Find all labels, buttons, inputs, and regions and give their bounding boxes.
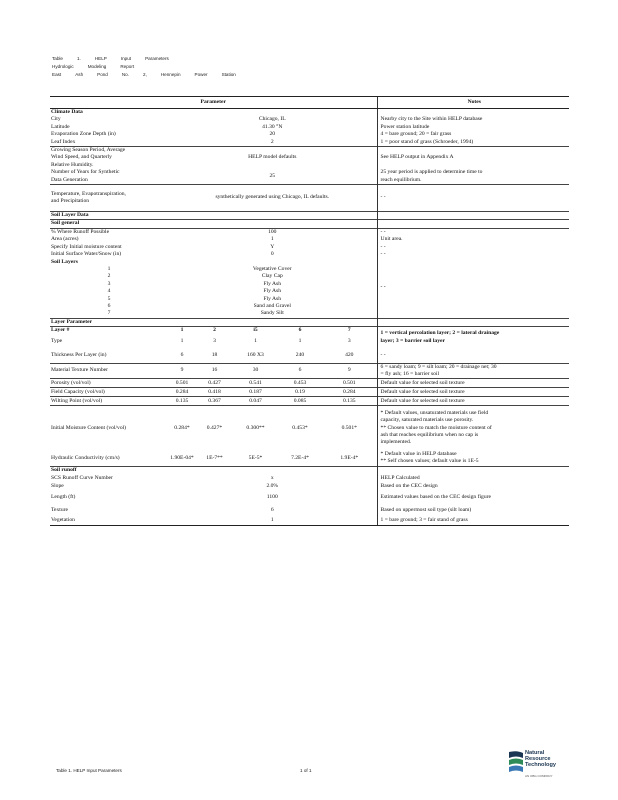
param-value: HELP model defaults (168, 147, 377, 170)
param-value: 20 (269, 131, 276, 138)
layer-value: 1.90E-04* (170, 454, 194, 461)
layer-name: Fly Ash (263, 288, 282, 295)
header-word: Hydrologic (52, 64, 74, 69)
parameter-column-header: Parameter (50, 97, 377, 109)
cell-line: = fly ash; 16 = barrier soil (380, 370, 440, 377)
param-note: Nearby city to the Site within HELP database (377, 116, 569, 123)
moisture-row (50, 406, 569, 451)
layer-col-header: i5 (233, 327, 278, 335)
layer-value: 0.047 (233, 397, 278, 406)
param-label: Leaf Index (51, 138, 76, 145)
param-value: 41.30 °N (262, 123, 283, 130)
param-label (50, 185, 168, 212)
param-note: - - (377, 251, 569, 258)
layer-value: 7.2E-4* (291, 454, 309, 461)
param-label: Initial Moisture Content (vol/vol) (50, 406, 168, 451)
layer-name: Fly Ash (263, 280, 282, 287)
header-line-1 (52, 56, 183, 61)
param-value: 1100 (266, 494, 278, 501)
nrt-logo (508, 750, 580, 778)
header-word: Ash (75, 72, 84, 77)
layer-value: 18 (211, 351, 218, 358)
layer-value: 6 (278, 363, 322, 379)
param-label: Slope (51, 483, 64, 490)
climate-row (50, 124, 569, 131)
param-note (377, 406, 569, 451)
header-line-2 (52, 64, 148, 69)
header-word: HELP (94, 56, 107, 61)
cell-line: Temperature, Evapotranspiration, (51, 190, 126, 197)
param-label: Specify Initial moisture content (51, 243, 122, 250)
layer-param-row (50, 397, 569, 406)
param-note (377, 169, 569, 184)
header-word: Pond (97, 72, 108, 77)
cell-line: 25 year period is applied to determine time to (380, 169, 483, 176)
section-soil-layers (50, 259, 569, 266)
header-word: Station (221, 72, 236, 77)
runoff-row (50, 491, 569, 505)
logo-text: Natural Resource Technology (525, 750, 556, 768)
param-value: 100 (168, 228, 377, 236)
cell-line: layer; 3 = barrier soil layer (380, 337, 445, 344)
header-word: Power (194, 72, 208, 77)
layer-value: 420 (345, 351, 354, 358)
param-note: 1 = bare ground; 3 = fair stand of grass (377, 517, 569, 526)
layer-value: 0.187 (233, 388, 278, 397)
param-value: 2.0% (266, 483, 279, 490)
layer-value: 0.284 (322, 388, 377, 397)
cell-line: * Default values, unsaturated materials use field (380, 409, 489, 416)
table-cell (377, 318, 569, 326)
param-label (50, 169, 168, 184)
section-title: Layer Parameter (50, 318, 377, 326)
cell-line: reach equilibrium. (380, 176, 422, 183)
param-label: Hydraulic Conductivity (cm/s) (51, 454, 120, 461)
layer-col-header: 6 (278, 327, 322, 335)
logo-subtitle: AN OBG COMPANY (525, 774, 553, 778)
layer-col-header: 1 (168, 327, 196, 335)
layer-param-row (50, 379, 569, 388)
layer-name: Sandy Silt (260, 310, 284, 317)
conductivity-row (50, 450, 569, 467)
param-value: 6 (270, 507, 274, 514)
param-note: Based on the CEC design (377, 483, 569, 491)
param-label: Layer # (50, 327, 168, 335)
header-word: 1. (76, 56, 81, 61)
layer-value: 0.427* (196, 406, 233, 451)
param-value: Chicago, IL (258, 116, 286, 123)
cell-line: capacity, saturated materials use porosity. (380, 417, 474, 424)
param-label: Initial Surface Water/Snow (in) (51, 251, 122, 258)
cell-line: implemented. (380, 439, 412, 446)
table-header-row (50, 97, 569, 109)
growing-row (50, 147, 569, 170)
layer-number-header-row (50, 327, 569, 335)
layer-value: 5E-5* (248, 454, 263, 461)
param-note (377, 379, 569, 388)
header-word: East (52, 72, 62, 77)
param-label: Type (51, 337, 63, 344)
layer-value: 240 (295, 351, 305, 358)
param-value: synthetically generated using Chicago, IL defaults. (168, 185, 377, 212)
climate-row (50, 116, 569, 123)
cell-line: ** Self chosen values; default value is 1E-5 (380, 458, 479, 465)
param-note: Based on uppermost soil type (silt loam) (377, 505, 569, 517)
param-value: Y (270, 243, 275, 250)
layer-value: 9 (322, 363, 377, 379)
layer-value: 0.501* (322, 406, 377, 451)
layer-number: 5 (107, 295, 111, 302)
layer-value: 0.501 (168, 379, 196, 388)
notes-column-header: Notes (377, 97, 569, 109)
layer-param-row (50, 349, 569, 364)
header-word: Modeling (87, 64, 107, 69)
layer-value: 16 (196, 363, 233, 379)
header-word: Input (120, 56, 132, 61)
table-cell (377, 220, 569, 228)
param-label: Field Capacity (vol/vol) (50, 388, 168, 397)
param-label: Wilting Point (vol/vol) (50, 397, 168, 406)
param-note (377, 349, 569, 364)
param-value: 1 (270, 236, 274, 243)
param-label: SCS Runoff Curve Number (51, 475, 113, 482)
param-note: - - (377, 259, 569, 319)
layer-value: 30 (233, 363, 278, 379)
param-label: Evaporation Zone Depth (in) (51, 131, 116, 138)
param-label: Latitude (51, 123, 70, 130)
param-note: - - (377, 244, 569, 251)
param-note: Unit area. (377, 236, 569, 243)
param-label: % Where Runoff Possible (50, 228, 168, 236)
layer-name: Fly Ash (263, 295, 282, 302)
layer-value: 0.453 (278, 379, 322, 388)
param-note (377, 450, 569, 467)
runoff-row (50, 505, 569, 517)
section-title: Climate Data (51, 109, 83, 115)
layer-param-row (50, 388, 569, 397)
runoff-row (50, 483, 569, 491)
section-layer-parameter (50, 318, 569, 326)
header-word: Table (52, 56, 63, 61)
footer-title: Table 1. HELP Input Parameters (56, 768, 122, 773)
param-note: - - (377, 228, 569, 236)
layer-name: Clay Cap (261, 273, 283, 280)
soil-general-row (50, 251, 569, 258)
cell-line: and Precipitation (51, 198, 90, 205)
param-note: See HELP output in Appendix A (377, 147, 569, 170)
param-value: x (270, 475, 274, 482)
header-word: 2, (143, 72, 147, 77)
layer-value: 1 (298, 337, 302, 344)
layer-name: Sand and Gravel (253, 302, 291, 309)
layer-value: 1 (180, 337, 184, 344)
section-climate (50, 109, 569, 117)
help-input-parameters-table (50, 96, 569, 526)
layer-value: 0.367 (196, 397, 233, 406)
section-title: Soil Layers (51, 258, 78, 265)
cell-line: Number of Years for Synthetic (51, 169, 120, 176)
cell-line: Data Generation (51, 176, 88, 183)
layer-value: 0.427 (196, 379, 233, 388)
layer-value: 9 (168, 363, 196, 379)
cell-line: Wind Speed, and Quarterly (51, 154, 112, 161)
header-line-3 (52, 72, 250, 77)
layer-value: 0.418 (196, 388, 233, 397)
section-soil (50, 212, 569, 220)
param-note (377, 327, 569, 349)
layer-number: 6 (107, 302, 111, 309)
layer-value: 1.9E-4* (340, 454, 359, 461)
soil-general-row (50, 244, 569, 251)
layer-col-header: 7 (322, 327, 377, 335)
header-word: No. (121, 72, 130, 77)
layer-value: 3 (213, 337, 216, 344)
header-word: Parameters (145, 56, 169, 61)
section-soil-runoff (50, 467, 569, 475)
layer-value: 3 (347, 337, 351, 344)
cell-line: 1 = vertical percolation layer; 2 = lateral drainage (380, 330, 500, 337)
param-label: City (51, 116, 61, 123)
climate-row (50, 131, 569, 138)
param-note: - - (377, 185, 569, 212)
param-label (50, 147, 168, 170)
layer-value: 0.284 (168, 388, 196, 397)
section-soil-general (50, 220, 569, 228)
runoff-row (50, 475, 569, 483)
cell-line: Default value for selected soil texture (380, 388, 465, 395)
layer-param-row (50, 363, 569, 379)
section-title: Soil runoff (50, 467, 377, 475)
layer-value: 0.300** (233, 406, 278, 451)
layer-value: 0.19 (278, 388, 322, 397)
layer-value: 0.284* (168, 406, 196, 451)
table-cell (377, 109, 569, 117)
param-note (377, 397, 569, 406)
layer-value: 1E-7** (206, 454, 223, 461)
param-label: Texture (51, 507, 69, 514)
param-label: Length (ft) (51, 494, 76, 501)
layer-col-header: 2 (196, 327, 233, 335)
param-note (377, 363, 569, 379)
table-cell (377, 467, 569, 475)
section-title: Soil Layer Data (50, 212, 377, 220)
layer-value: 0.453* (278, 406, 322, 451)
nrt-logo-icon (508, 750, 524, 774)
cell-line: Relative Humidity. (51, 161, 94, 168)
layer-number: 4 (107, 288, 111, 295)
temperature-row (50, 185, 569, 212)
param-label: Thickness Per Layer (in) (51, 351, 107, 358)
climate-row (50, 139, 569, 147)
layer-value: 6 (180, 351, 184, 358)
layer-value: 0.135 (168, 397, 196, 406)
param-note: HELP Calculated (377, 475, 569, 483)
param-label: Area (acres) (51, 236, 79, 243)
table-cell (377, 212, 569, 220)
param-value: 0 (270, 251, 274, 258)
param-label: Porosity (vol/vol) (50, 379, 168, 388)
header-word: Hennepin (160, 72, 181, 77)
param-note (377, 388, 569, 397)
soil-general-row (50, 236, 569, 243)
layer-number: 3 (107, 280, 111, 287)
cell-line: Default value for selected soil texture (380, 397, 465, 404)
cell-line: 6 = sandy loam; 9 = silt loam; 20 = drainage net; 30 (380, 363, 497, 370)
param-note: 1 = poor stand of grass (Schroeder, 1994) (377, 139, 569, 147)
layer-value: 160 X3 (247, 351, 264, 358)
layer-number: 7 (107, 310, 111, 317)
cell-line: * Default value in HELP database (380, 450, 457, 457)
header-word: Report (120, 64, 135, 69)
layer-value: 0.085 (278, 397, 322, 406)
layer-value: 0.541 (233, 379, 278, 388)
layer-value: 0.135 (322, 397, 377, 406)
cell-line: - - (380, 351, 386, 358)
param-label: Material Texture Number (50, 363, 168, 379)
param-value: 2 (270, 138, 274, 145)
cell-line: ash that reaches equilibrium when no cap is (380, 432, 479, 439)
layer-name: Vegetative Cover (252, 265, 292, 272)
layer-number: 1 (107, 265, 111, 272)
param-note: 4 = bare ground; 20 = fair grass (377, 131, 569, 138)
cell-line: ** Chosen value to match the moisture content of (380, 424, 492, 431)
param-value: 1 (168, 517, 377, 526)
layer-value: 0.501 (322, 379, 377, 388)
param-note: Power station latitude (377, 124, 569, 131)
layer-number: 2 (107, 273, 111, 280)
param-label: Vegetation (50, 517, 168, 526)
section-title: Soil general (50, 220, 377, 228)
cell-line: Growing Season Period, Average (51, 147, 126, 154)
param-value: 25 (269, 172, 276, 179)
runoff-row (50, 517, 569, 526)
years-row (50, 169, 569, 184)
cell-line: Default value for selected soil texture (380, 379, 465, 386)
soil-general-row (50, 228, 569, 236)
param-note: Estimated values based on the CEC design figure (377, 491, 569, 505)
footer-page-number: 1 of 1 (300, 768, 312, 773)
layer-value: 1 (254, 337, 257, 344)
